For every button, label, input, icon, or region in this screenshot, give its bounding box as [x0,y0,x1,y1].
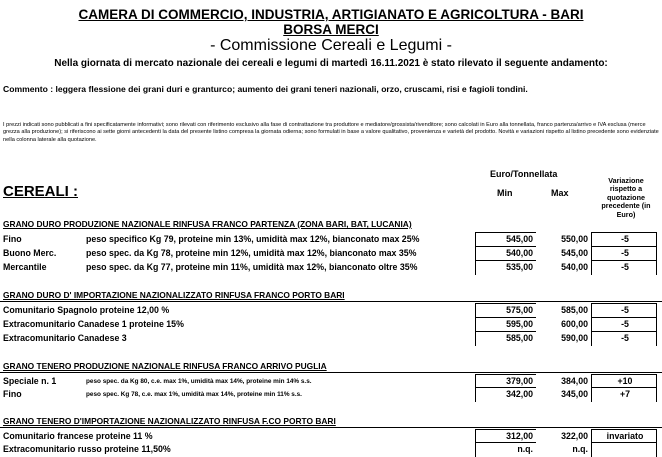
market-intro: Nella giornata di mercato nazionale dei cereali e legumi di martedì 16.11.2021 è stato rilevato il seguente andamento: [54,58,608,69]
row-max: 585,00 [561,305,588,315]
section-title: GRANO DURO PRODUZIONE NAZIONALE RINFUSA FRANCO PARTENZA (ZONA BARI, BAT, LUCANIA) [3,219,412,229]
market-comment: Commento : leggera flessione dei grani duri e granturco; aumento dei grani teneri nazionali, orzo, cruscami, risi e fagioli tondini. [3,84,528,94]
row-var: -5 [621,234,629,244]
row-name: Buono Merc. [3,248,57,258]
row-desc: peso spec. da Kg 80, c.e. max 1%, umidità max 14%, proteine min 14% s.s. [86,378,312,385]
row-name: Extracomunitario Canadese 1 proteine 15% [3,319,184,329]
row-min: 595,00 [506,319,533,329]
table-row [0,376,662,389]
commission-title: - Commissione Cereali e Legumi - [210,37,452,54]
row-max: 384,00 [561,376,588,386]
row-var: +7 [619,389,631,399]
row-desc: peso specifico Kg 79, proteine min 13%, umidità max 12%, bianconato max 25% [86,234,420,244]
row-max: 600,00 [561,319,588,329]
row-min: 540,00 [506,248,533,258]
section-title: GRANO TENERO D'IMPORTAZIONE NAZIONALIZZATO RINFUSA F.CO PORTO BARI [3,416,336,426]
table-row [0,262,662,275]
row-max: 590,00 [561,333,588,343]
table-row [0,305,662,318]
row-desc: peso spec. da Kg 78, proteine min 12%, umidità max 12%, bianconato max 35% [86,248,417,258]
table-row [0,333,662,346]
row-var: -5 [621,333,629,343]
chamber-title: CAMERA DI COMMERCIO, INDUSTRIA, ARTIGIANATO E AGRICOLTURA - BARI [78,7,584,22]
variation-header: Variazione rispetto a quotazione precedente (in Euro) [601,176,651,219]
section-title: GRANO TENERO PRODUZIONE NAZIONALE RINFUSA FRANCO ARRIVO PUGLIA [3,361,327,371]
section-heading-cereali: CEREALI : [3,183,78,200]
row-name: Fino [3,389,22,399]
row-min: 575,00 [506,305,533,315]
table-row [0,389,662,402]
row-desc: peso spec. da Kg 77, proteine min 11%, umidità max 12%, bianconato oltre 35% [86,262,418,272]
row-name: Mercantile [3,262,47,272]
row-max: 322,00 [561,431,588,441]
table-row [0,248,662,261]
exchange-title: BORSA MERCI [283,22,379,37]
table-row [0,444,662,457]
row-var: +10 [617,376,633,386]
row-var: -5 [621,319,629,329]
row-min: 545,00 [506,234,533,244]
table-row [0,234,662,247]
row-max: 545,00 [561,248,588,258]
row-min: 535,00 [506,262,533,272]
row-name: Extracomunitario Canadese 3 [3,333,127,343]
table-row [0,431,662,444]
divider [0,372,662,373]
row-desc: peso spec. Kg 78, c.e. max 1%, umidità max 14%, proteine min 11% s.s. [86,391,302,398]
row-name: Comunitario Spagnolo proteine 12,00 % [3,305,170,315]
table-row [0,319,662,332]
price-notes: I prezzi indicati sono pubblicati a fini specificatamente informativi; sono rilevati con riferimento esclusivo alla fase di contrattazione tra produttore e mediatore/grossista/rivenditore; sono calcolati in Euro alla tonnellata, franco partenza/arrivo e IVA esclusa (merce grezza alla produzione); si riferiscono ai sette giorni antecedenti la data del presente listino compresa la giornata odierna; sono formulati in base a valore qualitativo, provenienza e varietà del prodotto. Novità e variazioni rispetto al listino precedente sono evidenziate nella colonna laterale alla quotazione. [3,122,659,143]
divider [0,301,662,302]
row-name: Extracomunitario russo proteine 11,50% [3,444,171,454]
row-max: 345,00 [561,389,588,399]
row-name: Fino [3,234,22,244]
row-var: -5 [621,248,629,258]
row-min: 312,00 [506,431,533,441]
row-min: n.q. [517,444,533,454]
row-var: -5 [621,262,629,272]
section-title: GRANO DURO D' IMPORTAZIONE NAZIONALIZZATO RINFUSA FRANCO PORTO BARI [3,290,345,300]
row-min: 379,00 [506,376,533,386]
unit-header: Euro/Tonnellata [490,169,558,179]
divider [0,427,662,428]
row-max: n.q. [572,444,588,454]
row-min: 342,00 [506,389,533,399]
row-name: Speciale n. 1 [3,376,57,386]
min-header: Min [497,188,513,198]
max-header: Max [551,188,569,198]
row-var: -5 [621,305,629,315]
row-max: 550,00 [561,234,588,244]
row-name: Comunitario francese proteine 11 % [3,431,153,441]
row-min: 585,00 [506,333,533,343]
row-max: 540,00 [561,262,588,272]
row-var: invariato [606,431,644,441]
